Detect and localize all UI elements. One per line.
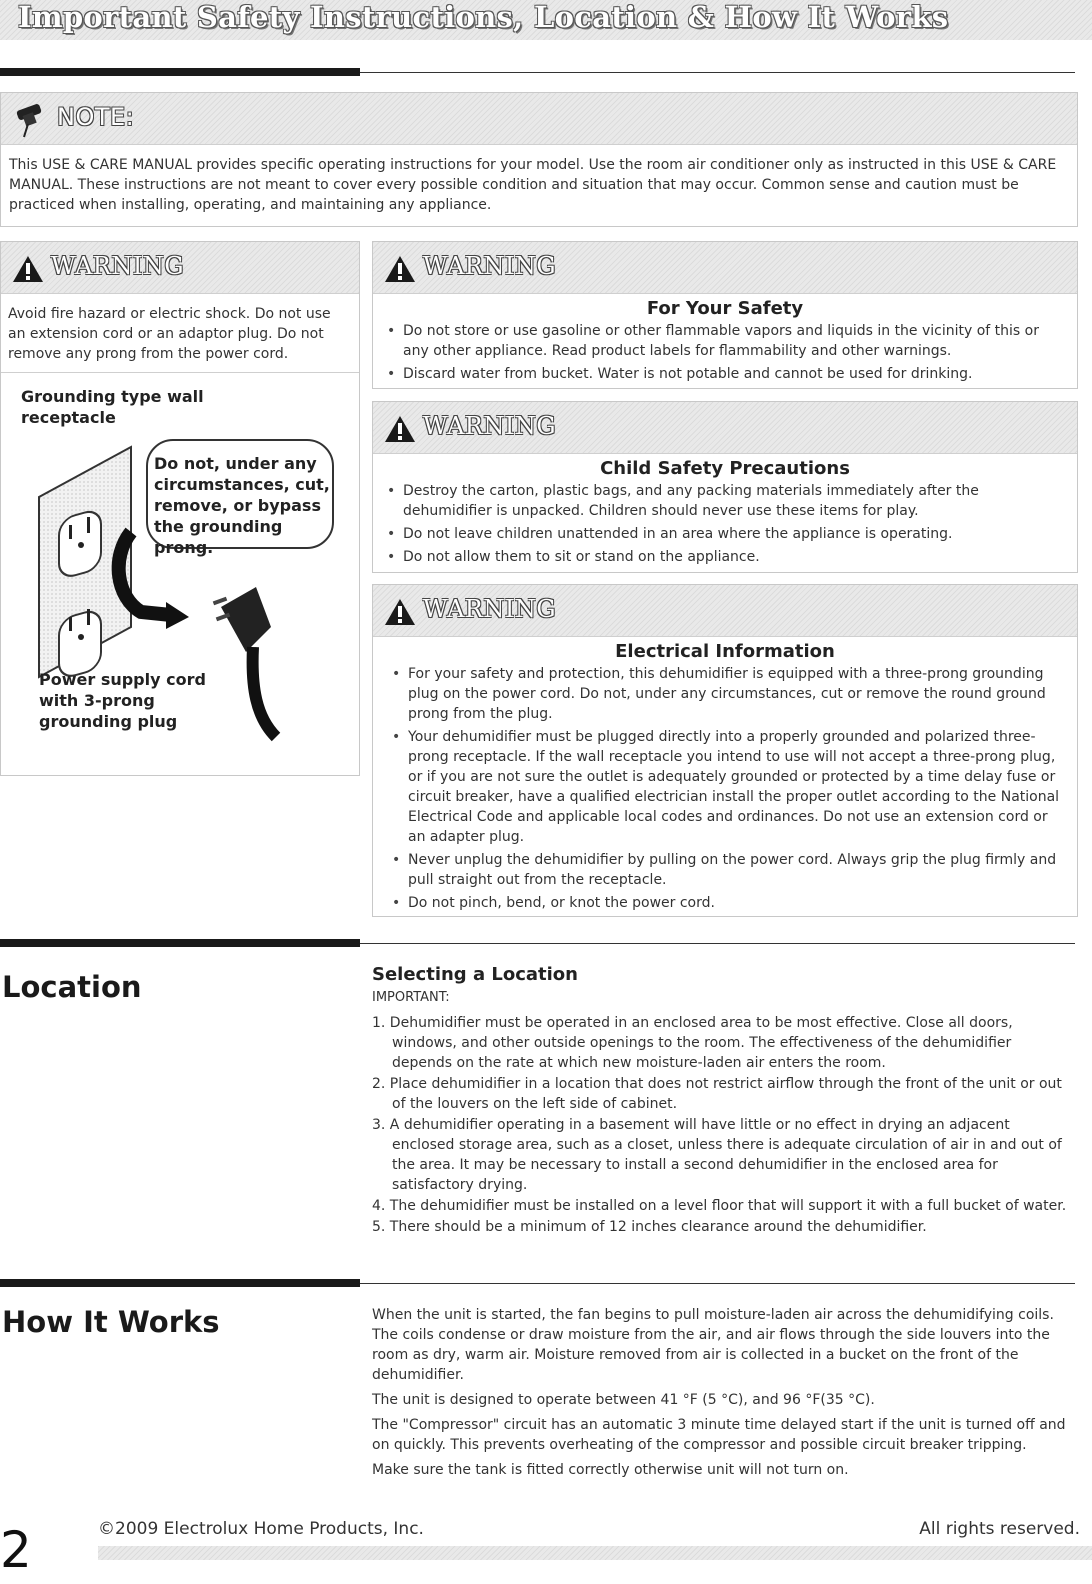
pushpin-icon xyxy=(13,101,47,139)
warning-panel-safety xyxy=(372,241,1078,389)
list-item: 5. There should be a minimum of 12 inches clearance around the dehumidifier. xyxy=(372,1219,927,1235)
page-number: 2 xyxy=(0,1521,32,1579)
list-item: • For your safety and protection, this dehumidifier is equipped with a three-prong grounding plug on the power cord. Do not, under any circumstances, cut or remove the round ground prong from the plug. xyxy=(408,664,1069,724)
section-rule xyxy=(0,1283,1075,1284)
safety-list xyxy=(373,319,1077,384)
title-bar xyxy=(0,0,1092,40)
rights-reserved: All rights reserved. xyxy=(919,1519,1080,1539)
warning-fire-text: Avoid fire hazard or electric shock. Do not use an extension cord or an adaptor plug. Do not remove any prong from the power cord. xyxy=(8,306,331,362)
warning-triangle-icon xyxy=(383,414,417,444)
note-box xyxy=(0,92,1078,227)
location-title: Location xyxy=(2,970,142,1004)
list-item: • Your dehumidifier must be plugged directly into a properly grounded and polarized three-prong receptacle. If the wall receptacle you intend to use will not accept a three-prong plug, or if you are not sure the outlet is adequately grounded or protected by a time delay fuse or circuit breaker, have a qualified electrician install the proper outlet according to the National Electrical Code and applicable local codes and ordinances. Do not use an extension cord or an adapter plug. xyxy=(408,727,1069,847)
note-label: NOTE: xyxy=(57,103,135,131)
list-item: • Discard water from bucket. Water is not potable and cannot be used for drinking. xyxy=(403,364,1067,384)
paragraph: Make sure the tank is fitted correctly otherwise unit will not turn on. xyxy=(372,1462,849,1478)
important-label: IMPORTANT: xyxy=(372,990,450,1005)
paragraph: When the unit is started, the fan begins to pull moisture-laden air across the dehumidifying coils. The coils condense or draw moisture from the air, and air flows through the side louvers into the room as dry, warm air. Moisture removed from air is collected in a bucket on the front of the dehumidifier. xyxy=(372,1307,1054,1383)
list-item: • Destroy the carton, plastic bags, and any packing materials immediately after the dehumidifier is unpacked. Children should never use these items for play. xyxy=(403,481,1067,521)
cord-label: Power supply cord with 3-prong grounding plug xyxy=(39,670,206,731)
warning-triangle-icon xyxy=(11,254,45,284)
electrical-list xyxy=(373,662,1077,913)
warning-panel-fire xyxy=(0,241,360,776)
receptacle-label: Grounding type wall receptacle xyxy=(21,387,204,427)
list-item: • Do not allow them to sit or stand on the appliance. xyxy=(403,547,1067,567)
list-item: 3. A dehumidifier operating in a basement will have little or no effect in drying an adjacent enclosed storage area, such as a closet, unless there is adequate circulation of air in and out of the area. It may be necessary to install a second dehumidifier in the enclosed area for satisfactory drying. xyxy=(372,1117,1062,1193)
note-text: This USE & CARE MANUAL provides specific operating instructions for your model. Use the room air conditioner only as instructed in this USE & CARE MANUAL. These instructions are not meant to cover every possible condition and situation that may occur. Common sense and caution must be practiced when installing, operating, and maintaining any appliance. xyxy=(9,157,1057,213)
warning-label: WARNING xyxy=(51,252,185,280)
page-title: Important Safety Instructions, Location & How It Works xyxy=(18,0,949,34)
how-it-works-content xyxy=(372,1305,1084,1485)
warning-header xyxy=(1,242,359,294)
warning-panel-electrical xyxy=(372,584,1078,917)
how-it-works-title: How It Works xyxy=(2,1305,220,1339)
section-rule xyxy=(0,72,1075,73)
warning-label: WARNING xyxy=(423,595,557,623)
electrical-subtitle: Electrical Information xyxy=(615,641,835,662)
location-content xyxy=(372,964,1072,1238)
list-item: 1. Dehumidifier must be operated in an enclosed area to be most effective. Close all doors, windows, and other outside openings to the room. The effectiveness of the dehumidifier depends on the rate at which new moisture-laden air enters the room. xyxy=(372,1015,1013,1071)
warning-label: WARNING xyxy=(423,252,557,280)
warning-triangle-icon xyxy=(383,597,417,627)
warning-header xyxy=(373,402,1077,454)
location-subtitle: Selecting a Location xyxy=(372,964,578,985)
warning-panel-child xyxy=(372,401,1078,573)
safety-subtitle: For Your Safety xyxy=(646,298,804,319)
warning-label: WARNING xyxy=(423,412,557,440)
list-item: • Never unplug the dehumidifier by pulling on the power cord. Always grip the plug firmly and pull straight out from the receptacle. xyxy=(408,850,1069,890)
paragraph: The "Compressor" circuit has an automatic 3 minute time delayed start if the unit is turned off and on quickly. This prevents overheating of the compressor and possible circuit breaker tripping. xyxy=(372,1417,1066,1453)
list-item: • Do not pinch, bend, or knot the power cord. xyxy=(408,893,1069,913)
location-list xyxy=(372,1013,1072,1237)
warning-header xyxy=(373,242,1077,294)
list-item: • Do not store or use gasoline or other flammable vapors and liquids in the vicinity of this or any other appliance. Read product labels for flammability and other warnings. xyxy=(403,321,1067,361)
section-rule xyxy=(0,943,1075,944)
child-list xyxy=(373,479,1077,567)
callout-text: Do not, under any circumstances, cut, remove, or bypass the grounding prong. xyxy=(154,454,330,557)
copyright: ©2009 Electrolux Home Products, Inc. xyxy=(98,1519,424,1539)
list-item: 2. Place dehumidifier in a location that does not restrict airflow through the front of the unit or out of the louvers on the left side of cabinet. xyxy=(372,1076,1062,1112)
paragraph: The unit is designed to operate between 41 °F (5 °C), and 96 °F(35 °C). xyxy=(372,1392,875,1408)
list-item: 4. The dehumidifier must be installed on a level floor that will support it with a full bucket of water. xyxy=(372,1198,1067,1214)
warning-triangle-icon xyxy=(383,254,417,284)
warning-header xyxy=(373,585,1077,637)
child-subtitle: Child Safety Precautions xyxy=(600,458,850,479)
note-header xyxy=(1,93,1077,145)
footer-bar xyxy=(98,1546,1092,1560)
list-item: • Do not leave children unattended in an area where the appliance is operating. xyxy=(403,524,1067,544)
